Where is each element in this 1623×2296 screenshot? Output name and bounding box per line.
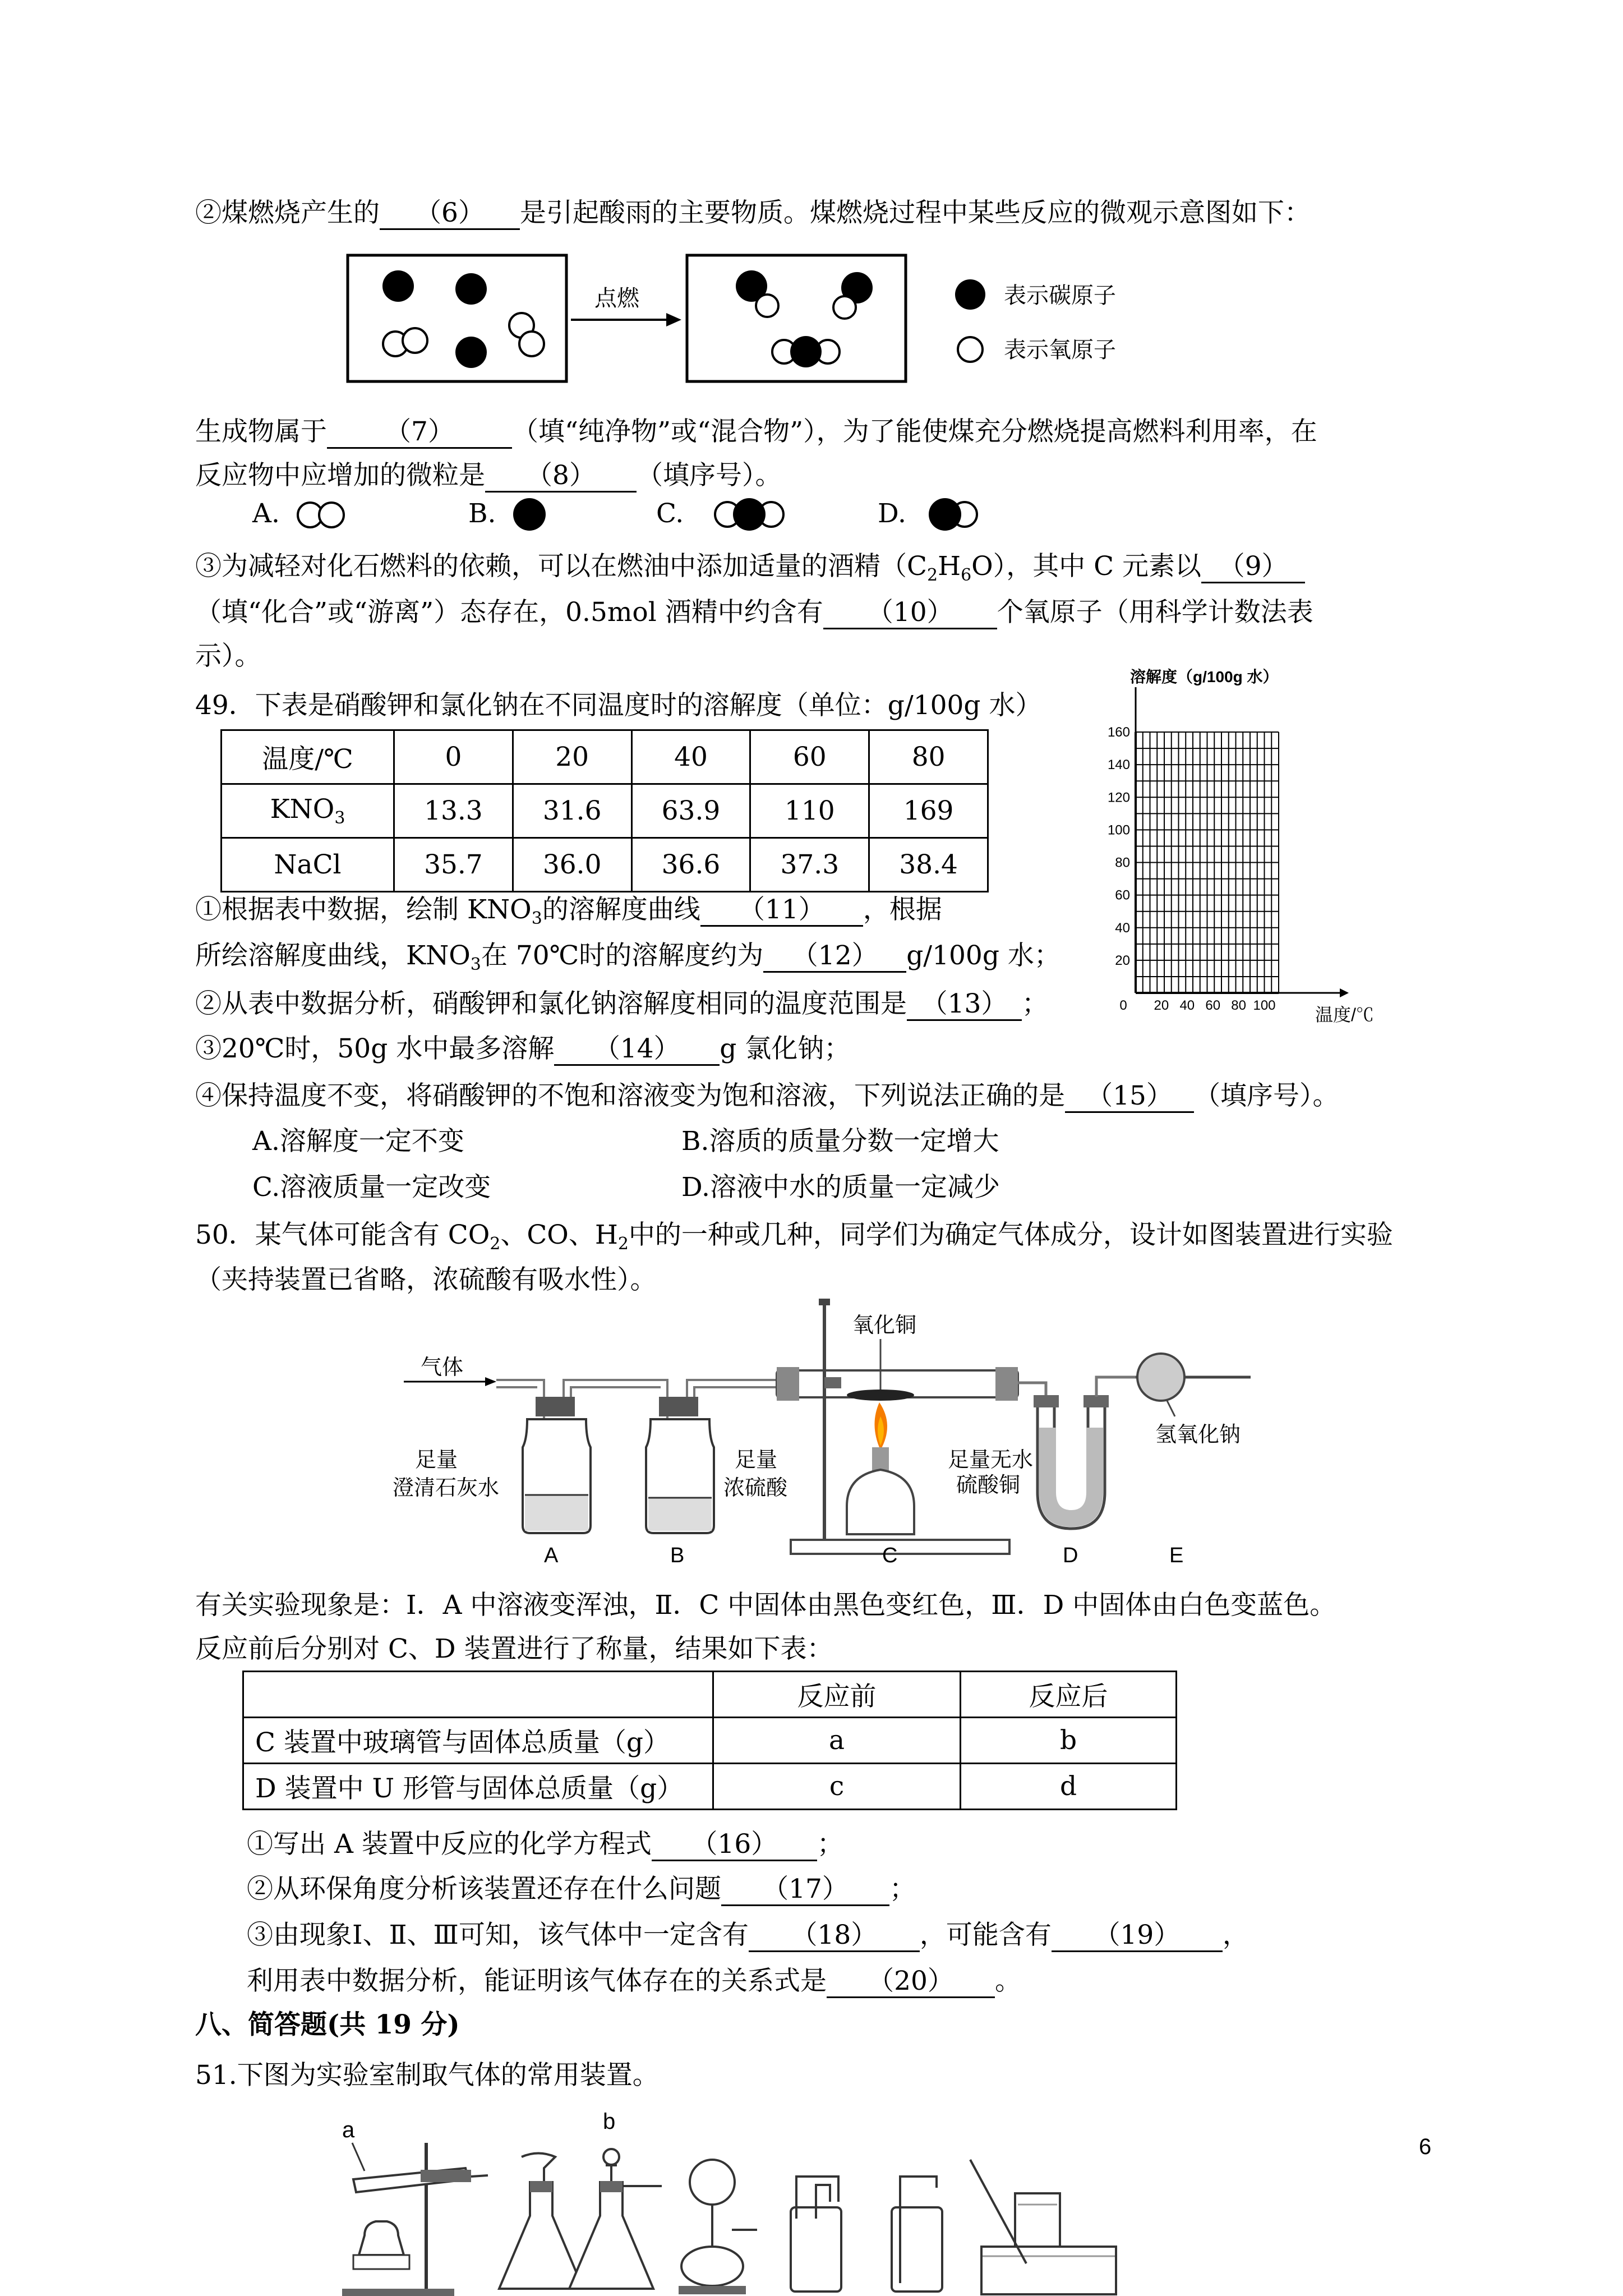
- apparatus-b: [499, 2154, 583, 2289]
- table-header-cell: 80: [869, 730, 988, 784]
- q50-observation: 有关实验现象是：Ⅰ．A 中溶液变浑浊，Ⅱ．C 中固体由黑色变红色，Ⅲ．D 中固体由白色变蓝色。: [195, 1590, 1336, 1621]
- x-tick-label: 0: [1119, 998, 1127, 1013]
- reactant-box: [348, 255, 566, 381]
- blank-15[interactable]: （15）: [1065, 1081, 1194, 1113]
- q50-part-1: ①写出 A 装置中反应的化学方程式 （16） ；: [247, 1828, 843, 1861]
- q49-step-4: ③20℃时，50g 水中最多溶解 （14） g 氯化钠；: [195, 1032, 850, 1066]
- option-d-label: D.: [878, 498, 906, 529]
- q50-part-3: ③由现象Ⅰ、Ⅱ、Ⅲ可知，该气体中一定含有 （18） ，可能含有 （19） ，: [247, 1918, 1249, 1952]
- q49-step-1: ①根据表中数据，绘制 $KNO_3$的溶解度曲线 （11） ，根据: [195, 894, 942, 928]
- apparatus-c: [569, 2149, 662, 2289]
- solubility-table: [220, 729, 989, 892]
- table-cell: 63.9: [631, 784, 750, 838]
- q48-line-3: ③为减轻对化石燃料的依赖，可以在燃油中添加适量的酒精$(C_2H_6O)$，其中 C 元素以 （9）: [195, 550, 1305, 592]
- table-cell: 37.3: [750, 838, 869, 892]
- table-cell: 110: [750, 784, 869, 838]
- oxygen-atom: [756, 295, 778, 317]
- row-label-nacl: NaCl: [222, 838, 394, 892]
- x-tick-label: 20: [1154, 998, 1169, 1013]
- q48-line-5: 示）。: [195, 641, 261, 671]
- table-cell: 36.0: [513, 838, 631, 892]
- q50-line-2: （夹持装置已省略，浓硫酸有吸水性）。: [195, 1264, 657, 1295]
- y-tick-label: 20: [1115, 953, 1130, 968]
- q49-title: 49．下表是硝酸钾和氯化钠在不同温度时的溶解度（单位：g/100g 水）: [195, 690, 1042, 721]
- gas-label: 气体: [421, 1356, 464, 1379]
- q49-step-5: ④保持温度不变，将硝酸钾的不饱和溶液变为饱和溶液，下列说法正确的是 （15） （填序号）。: [195, 1079, 1339, 1113]
- solubility-grid: [1085, 662, 1394, 1032]
- table-header-cell: 40: [631, 730, 750, 784]
- gas-apparatus-diagram: [393, 1299, 1267, 1565]
- q48-line-2: ②煤燃烧产生的 （6） 是引起酸雨的主要物质。煤燃烧过程中某些反应的微观示意图如下：: [195, 196, 1311, 230]
- label-b: b: [603, 2109, 616, 2134]
- table-cell: 31.6: [513, 784, 631, 838]
- carbon-atom: [382, 270, 414, 302]
- svg-text:足量无水: 足量无水: [948, 1448, 1034, 1472]
- table-header-cell: 温度/℃: [222, 730, 394, 784]
- table-header-cell: 0: [394, 730, 513, 784]
- blank-12[interactable]: （12）: [763, 941, 906, 973]
- option-c-particle: [709, 496, 794, 532]
- x-tick-label: 40: [1179, 998, 1195, 1013]
- y-tick-label: 80: [1115, 855, 1130, 871]
- table-header-cell: 20: [513, 730, 631, 784]
- option-a-particle: [294, 499, 351, 531]
- row-label-kno3: $KNO_3$: [222, 784, 394, 838]
- x-tick-label: 100: [1253, 998, 1276, 1013]
- blank-8[interactable]: （8）: [485, 461, 637, 493]
- svg-text:A: A: [544, 1544, 559, 1565]
- gas-arrow-icon: [485, 1377, 496, 1386]
- q51-stem: 51.下图为实验室制取气体的常用装置。: [195, 2060, 659, 2091]
- svg-text:C: C: [882, 1544, 898, 1565]
- q50-line-1: 50．某气体可能含有 $CO_2$、CO、$H_2$中的一种或几种，同学们为确定气体成分，设计如图装置进行实验: [195, 1220, 1393, 1254]
- blank-10[interactable]: （10）: [823, 597, 997, 629]
- q48-line-4: （填“化合”或“游离”）态存在，0.5mol 酒精中约含有 （10） 个氧原子（用科学计数法表: [195, 596, 1313, 629]
- table-cell: 36.6: [631, 838, 750, 892]
- legend-oxygen-icon: [958, 337, 983, 362]
- q50-part-4: 利用表中数据分析，能证明该气体存在的关系式是 （20） 。: [247, 1964, 1021, 1998]
- blank-13[interactable]: （13）: [907, 989, 1022, 1021]
- legend-carbon-icon: [955, 279, 985, 310]
- table-header-cell: 反应后: [961, 1672, 1177, 1718]
- x-tick-label: 60: [1205, 998, 1221, 1013]
- oxygen-atom: [519, 332, 544, 356]
- q49-option-a: A.溶解度一定不变: [252, 1126, 464, 1157]
- blank-18[interactable]: （18）: [749, 1920, 920, 1952]
- table-cell: a: [713, 1718, 961, 1764]
- section-8-title: 八、简答题(共 19 分): [195, 2009, 460, 2040]
- svg-text:B: B: [670, 1544, 685, 1565]
- blank-14[interactable]: （14）: [554, 1034, 720, 1066]
- x-tick-label: 80: [1231, 998, 1246, 1013]
- q48-line-product: 生成物属于 （7） （填“纯净物”或“混合物”），为了能使煤充分燃烧提高燃料利用率，在: [195, 415, 1317, 449]
- carbon-atom: [790, 336, 822, 367]
- grid-xlabel: 温度/℃: [1315, 1005, 1374, 1025]
- option-b-particle: [510, 496, 550, 532]
- micro-reaction-diagram: [336, 250, 1234, 390]
- y-tick-label: 120: [1107, 790, 1130, 806]
- q49-option-c: C.溶液质量一定改变: [252, 1172, 491, 1203]
- table-cell: 35.7: [394, 838, 513, 892]
- table-cell: 169: [869, 784, 988, 838]
- ignite-label: 点燃: [594, 286, 639, 311]
- option-b-label: B.: [468, 498, 496, 529]
- table-cell: c: [713, 1764, 961, 1810]
- mass-table: [242, 1671, 1177, 1810]
- row-label-c: C 装置中玻璃管与固体总质量（g）: [243, 1718, 713, 1764]
- x-axis-arrow-icon: [1340, 988, 1349, 997]
- grid-ylabel: 溶解度（g/100g 水）: [1130, 668, 1279, 685]
- legend-carbon-label: 表示碳原子: [1004, 283, 1116, 308]
- oxygen-atom: [833, 296, 856, 319]
- y-tick-label: 40: [1115, 920, 1130, 936]
- option-a-label: A.: [252, 498, 280, 529]
- option-c-label: C.: [656, 498, 684, 529]
- svg-text:足量: 足量: [415, 1448, 458, 1472]
- svg-text:D: D: [1063, 1544, 1078, 1565]
- blank-9[interactable]: （9）: [1201, 551, 1305, 583]
- apparatus-d: [679, 2160, 757, 2294]
- q50-part-2: ②从环保角度分析该装置还存在什么问题 （17） ；: [247, 1872, 916, 1906]
- y-tick-label: 100: [1107, 822, 1130, 838]
- y-tick-label: 140: [1107, 757, 1130, 773]
- table-header-cell: 反应前: [713, 1672, 961, 1718]
- q49-step-3: ②从表中数据分析，硝酸钾和氯化钠溶解度相同的温度范围是 （13） ；: [195, 987, 1048, 1021]
- carbon-atom: [455, 337, 487, 368]
- svg-text:足量: 足量: [735, 1448, 778, 1472]
- apparatus-e: [791, 2177, 841, 2292]
- blank-19[interactable]: （19）: [1052, 1920, 1223, 1952]
- blank-7[interactable]: （7）: [327, 417, 512, 449]
- oxygen-atom: [403, 328, 427, 353]
- carbon-atom: [455, 273, 487, 305]
- page-number: 6: [1419, 2134, 1432, 2159]
- table-cell: b: [961, 1718, 1177, 1764]
- blank-6[interactable]: （6）: [380, 198, 520, 230]
- drying-tube-e: [1136, 1354, 1251, 1401]
- u-tube-d: [1034, 1395, 1109, 1529]
- table-cell: 13.3: [394, 784, 513, 838]
- arrow-head-icon: [666, 313, 681, 326]
- lab-apparatus-row: [331, 2109, 1396, 2296]
- apparatus-a: [342, 2143, 488, 2296]
- row-label-d: D 装置中 U 形管与固体总质量（g）: [243, 1764, 713, 1810]
- blank-20[interactable]: （20）: [827, 1966, 995, 1998]
- q48-line-reactant: 反应物中应增加的微粒是 （8） （填序号）。: [195, 459, 782, 493]
- table-header-cell: [243, 1672, 713, 1718]
- svg-text:氧化铜: 氧化铜: [852, 1314, 917, 1337]
- table-cell: 38.4: [869, 838, 988, 892]
- blank-16[interactable]: （16）: [652, 1829, 817, 1861]
- svg-text:硫酸铜: 硫酸铜: [956, 1474, 1021, 1497]
- table-header-cell: 60: [750, 730, 869, 784]
- q49-option-b: B.溶质的质量分数一定增大: [681, 1126, 999, 1157]
- svg-text:E: E: [1169, 1544, 1184, 1565]
- legend-oxygen-label: 表示氧原子: [1004, 338, 1116, 362]
- table-cell: d: [961, 1764, 1177, 1810]
- blank-17[interactable]: （17）: [721, 1874, 889, 1906]
- option-d-particle: [923, 496, 990, 532]
- q49-step-2: 所绘溶解度曲线，$KNO_3$在 70℃时的溶解度约为 （12） g/100g 水；: [195, 940, 1061, 974]
- bottle-a: [523, 1397, 591, 1533]
- y-tick-label: 160: [1107, 725, 1130, 740]
- q49-option-d: D.溶液中水的质量一定减少: [681, 1172, 1000, 1203]
- apparatus-f: [892, 2177, 942, 2292]
- svg-text:氢氧化钠: 氢氧化钠: [1155, 1423, 1241, 1447]
- svg-text:澄清石灰水: 澄清石灰水: [393, 1476, 500, 1500]
- apparatus-g: [970, 2160, 1116, 2294]
- svg-text:浓硫酸: 浓硫酸: [723, 1476, 788, 1500]
- label-a: a: [342, 2118, 355, 2142]
- blank-11[interactable]: （11）: [700, 895, 863, 927]
- bottle-b: [646, 1397, 714, 1533]
- q50-weigh: 反应前后分别对 C、D 装置进行了称量，结果如下表：: [195, 1634, 833, 1664]
- y-tick-label: 60: [1115, 887, 1130, 903]
